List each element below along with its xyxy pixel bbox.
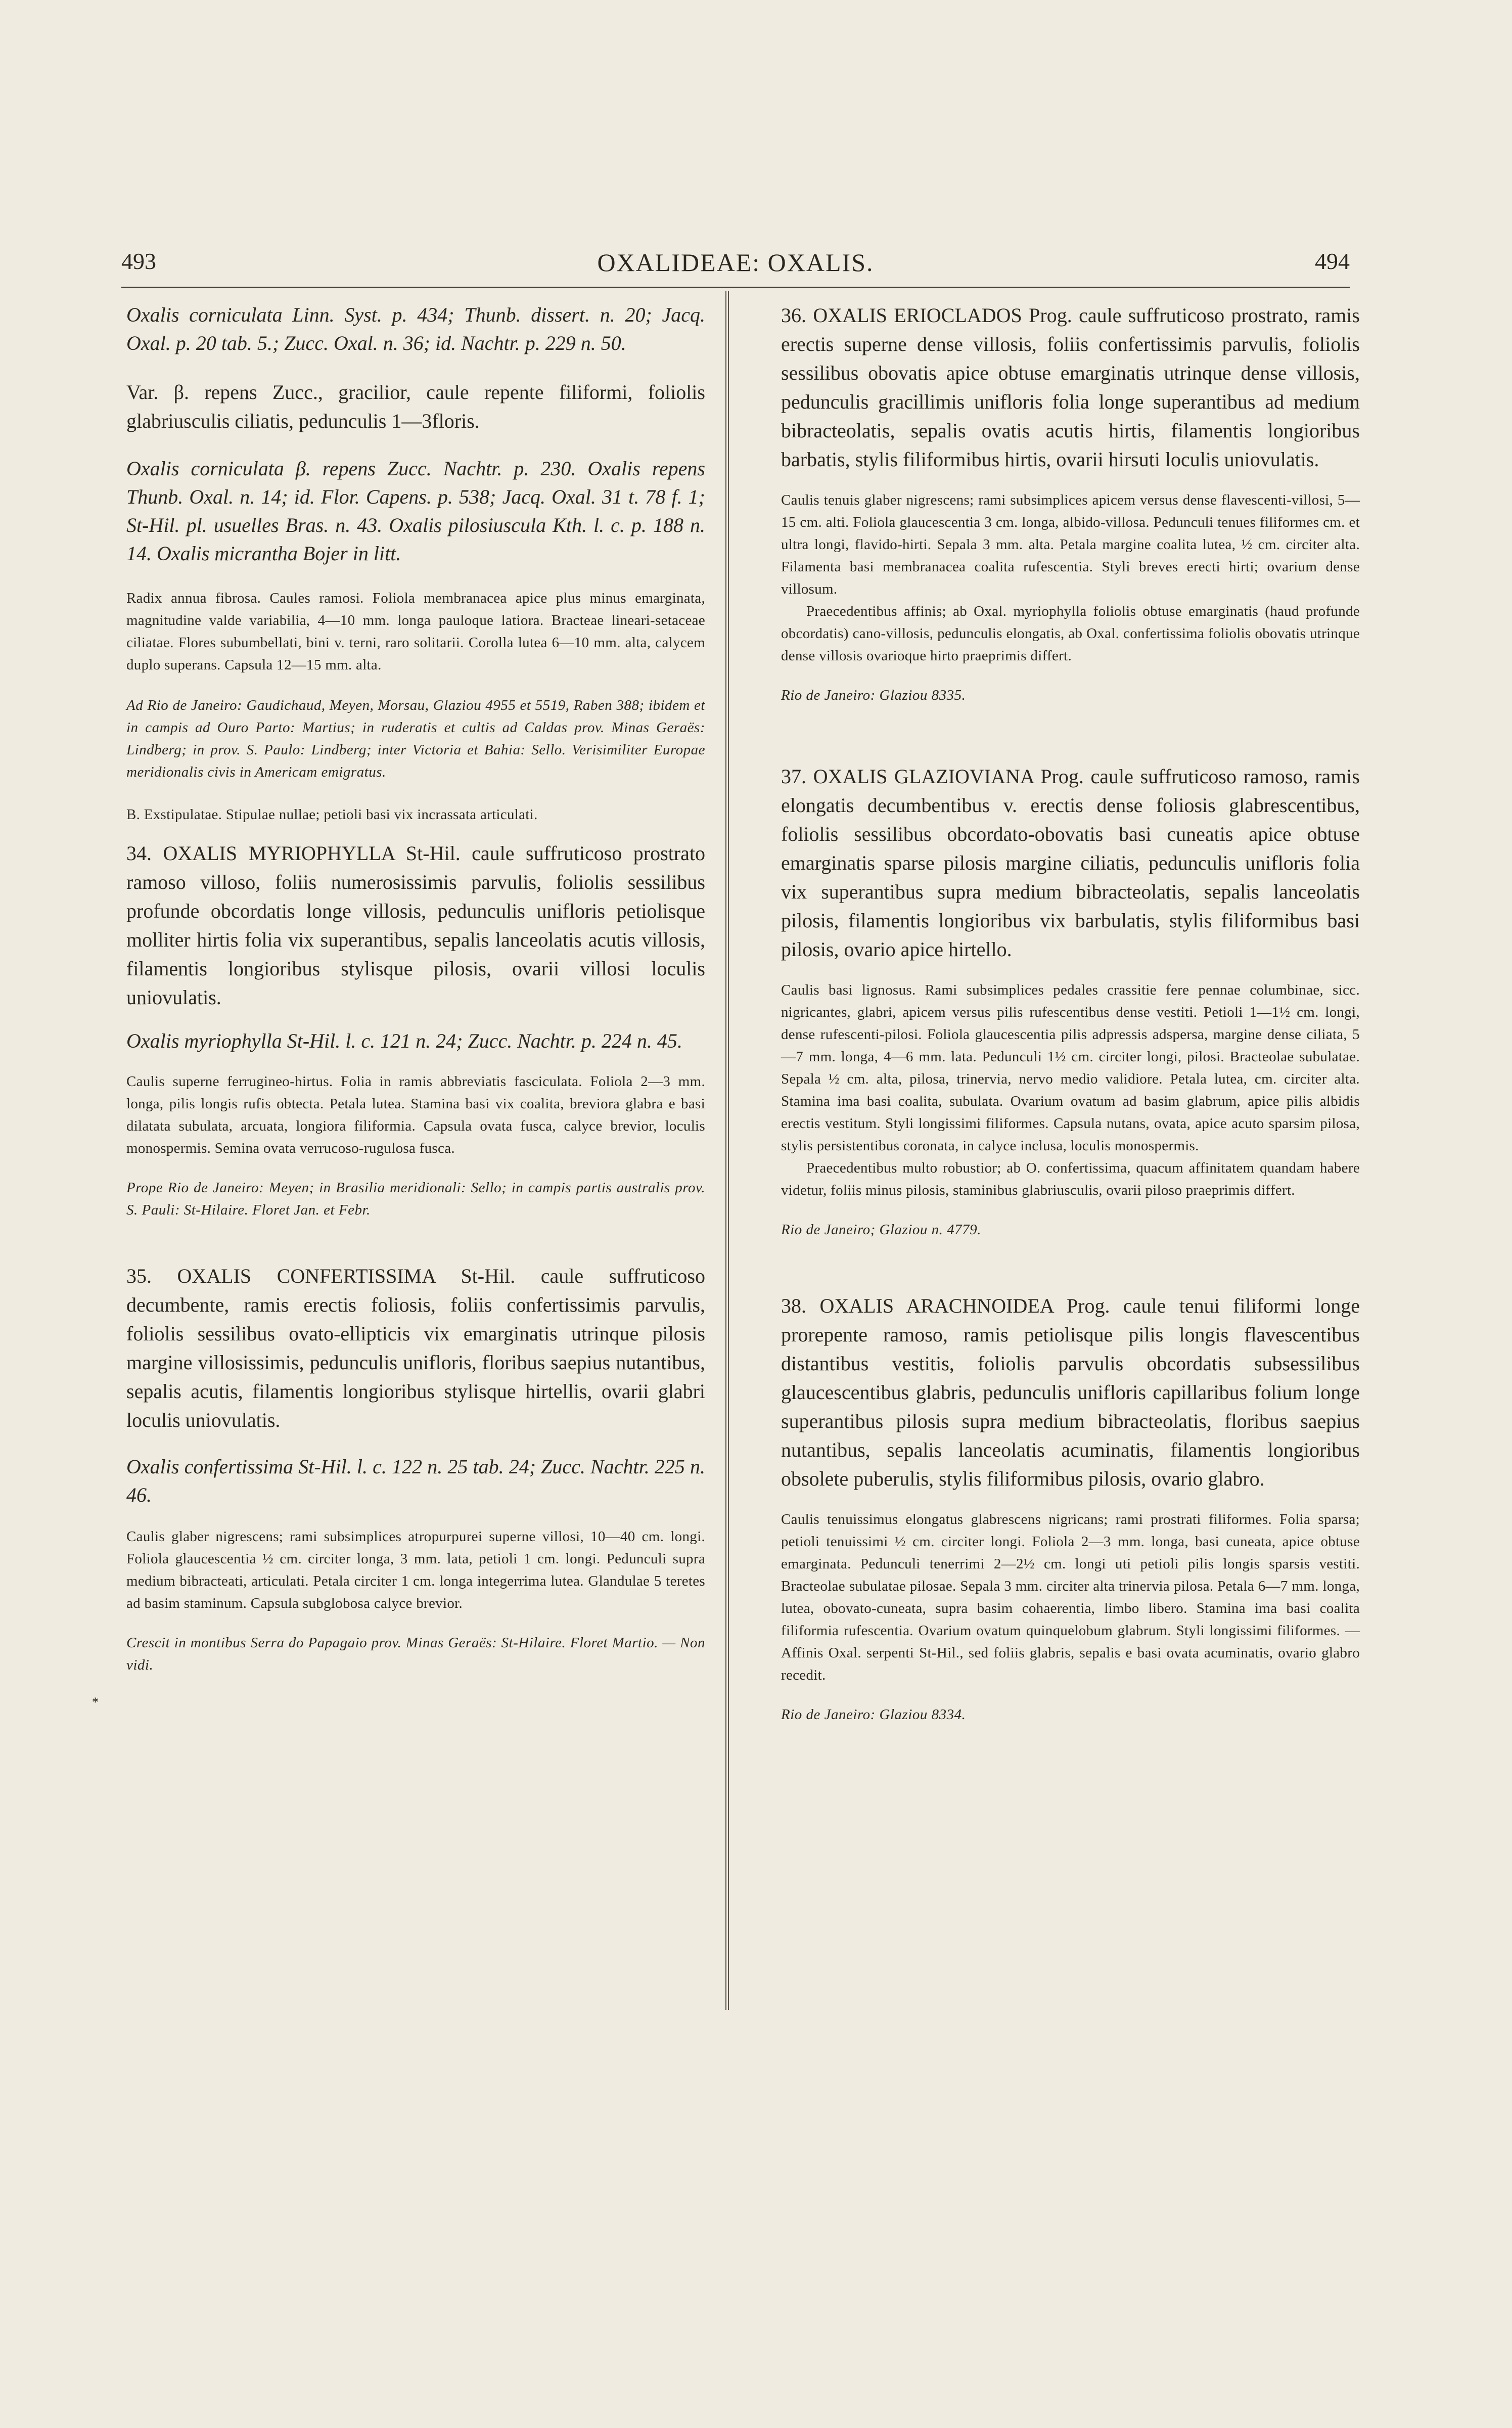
locality-paragraph: Prope Rio de Janeiro: Meyen; in Brasilia meridionali: Sello; in campis partis australis prov. S. Pauli: St-Hilaire. Floret Jan. et Febr. — [126, 1180, 705, 1218]
description-paragraph: Caulis basi lignosus. Rami subsimplices pedales crassitie fere pennae columbinae, sicc. nigricantes, glabri, apicem versus pilis rufescentibus dense vestiti. Petioli 1—1½ cm. longi, dense rufescenti-pilosi. Foliola glaucescentia pilis adpressis adspersa, margine dense ciliata, 5—7 mm. longa, 4—6 mm. lata. Pedunculi 1½ cm. circiter longi, pilosi. Bracteolae subulatae. Sepala ½ cm. alta, pilosa, trinervia, nervo medio validiore. Petala lutea, cm. circiter alta. Stamina ima basi coalita, subulata. Ovarium ovatum ad basim glabrum, apice pilis albidis erectis vestitum. Styli longissimi filiformes. Capsula nutans, ovata, apice acuto sparsim pilosa, stylis persistentibus coronata, in calyce inclusa, loculis monospermis. — [781, 982, 1360, 1154]
synonym-block: Oxalis corniculata Linn. Syst. p. 434; Thunb. dissert. n. 20; Jacq. Oxal. p. 20 tab. 5.; Zucc. Oxal. n. 36; id. Nachtr. p. 229 n. 50. — [126, 303, 705, 354]
left-column — [126, 301, 705, 1676]
species-diagnosis: 34. OXALIS MYRIOPHYLLA St-Hil. caule suffruticoso prostrato ramoso villoso, foliis numerosissimis parvulis, foliolis sessilibus profunde obcordatis longe villosis, pedunculis unifloris petiolisque molliter hirtis folia vix superantibus, sepalis lanceolatis acutis villosis, filamentis longioribus stylisque pilosis, ovarii villosi loculis uniovulatis. — [126, 842, 705, 1009]
variety-diagnosis: Var. β. repens Zucc., gracilior, caule repente filiformi, foliolis glabriusculis ciliatis, pedunculis 1—3floris. — [126, 381, 705, 432]
page-number-right: 494 — [1315, 248, 1350, 274]
locality-paragraph: Rio de Janeiro: Glaziou 8335. — [781, 687, 966, 703]
comparison-paragraph: Praecedentibus affinis; ab Oxal. myriophylla foliolis obtuse emarginatis (haud profunde obcordatis) cano-villosis, pedunculis elongatis, ab Oxal. confertissima foliolis obovatis utrinque dense villosis ovarioque hirto praeprimis differt. — [781, 603, 1360, 664]
synonym-block: Oxalis confertissima St-Hil. l. c. 122 n. 25 tab. 24; Zucc. Nachtr. 225 n. 46. — [126, 1455, 705, 1506]
locality-paragraph: Rio de Janeiro; Glaziou n. 4779. — [781, 1222, 981, 1238]
locality-paragraph: Crescit in montibus Serra do Papagaio prov. Minas Geraës: St-Hilaire. Floret Martio. — Non vidi. — [126, 1635, 705, 1673]
description-paragraph: Radix annua fibrosa. Caules ramosi. Foliola membranacea apice plus minus emarginata, magnitudine valde variabilia, 4—10 mm. longa pauloque latiora. Bracteae lineari-setaceae ciliatae. Flores subumbellati, bini v. terni, raro solitarii. Corolla lutea 6—10 mm. alta, calycem duplo superans. Capsula 12—15 mm. alta. — [126, 590, 705, 673]
synonym-block: Oxalis corniculata β. repens Zucc. Nachtr. p. 230. Oxalis repens Thunb. Oxal. n. 14; id. Flor. Capens. p. 538; Jacq. Oxal. 31 t. 78 f. 1; St-Hil. pl. usuelles Bras. n. 43. Oxalis pilosiuscula Kth. l. c. p. 188 n. 14. Oxalis micrantha Bojer in litt. — [126, 457, 705, 565]
page-number-left: 493 — [121, 248, 156, 274]
header-rule — [121, 287, 1350, 288]
description-paragraph: Caulis tenuissimus elongatus glabrescens nigricans; rami prostrati filiformes. Folia sparsa; petioli tenuissimi ½ cm. circiter longi. Foliola 2—3 mm. longa, basi cuneata, apice obtuse emarginata. Pedunculi tenerrimi 2—2½ cm. longi uti petioli pilis longis sparsis vestiti. Bracteolae subulatae pilosae. Sepala 3 mm. circiter alta trinervia pilosa. Petala 6—7 mm. longa, lutea, obovato-cuneata, supra basim cohaerentia, limbo libero. Stamina ima basi coalita filiformia rufescentia. Ovarium ovatum quinquelobum glabrum. Styli longissimi filiformes. — Affinis Oxal. serpenti St-Hil., sed foliis glabris, sepalis e basi ovata acuminatis, ovario glabro recedit. — [781, 1511, 1360, 1683]
comparison-paragraph: Praecedentibus multo robustior; ab O. confertissima, quacum affinitatem quandam habere videtur, foliis minus pilosis, staminibus glabriusculis, ovarii piloso praeprimis differt. — [781, 1160, 1360, 1198]
species-diagnosis: 35. OXALIS CONFERTISSIMA St-Hil. caule suffruticoso decumbente, ramis erectis foliosis, foliis confertissimis parvulis, foliolis sessilibus ovato-ellipticis vix emarginatis utrinque pilosis margine villosissimis, pedunculis unifloris, floribus saepius nutantibus, sepalis acutis, filamentis longioribus stylisque hirtellis, ovarii glabri loculis uniovulatis. — [126, 1265, 705, 1431]
locality-paragraph: Ad Rio de Janeiro: Gaudichaud, Meyen, Morsau, Glaziou 4955 et 5519, Raben 388; ibidem et in campis ad Ouro Parto: Martius; in ruderatis et cultis ad Caldas prov. Minas Geraës: Lindberg; in prov. S. Paulo: Lindberg; inter Victoria et Bahia: Sello. Verisimiliter Europae meridionalis civis in Americam emigratus. — [126, 697, 705, 780]
description-paragraph: Caulis glaber nigrescens; rami subsimplices atropurpurei superne villosi, 10—40 cm. longi. Foliola glaucescentia ½ cm. circiter longa, 3 mm. lata, petioli 1 cm. longi. Pedunculi supra medium bibracteati, articulati. Petala circiter 1 cm. longa integerrima lutea. Glandulae 5 teretes ad basim staminum. Capsula subglobosa calyce brevior. — [126, 1528, 705, 1611]
section-heading: B. Exstipulatae. Stipulae nullae; petioli basi vix incrassata articulati. — [126, 806, 538, 823]
right-column — [781, 301, 1360, 1726]
description-paragraph: Caulis superne ferrugineo-hirtus. Folia in ramis abbreviatis fasciculata. Foliola 2—3 mm. longa, pilis longis rufis obtecta. Petala lutea. Stamina basi vix coalita, breviora glabra e basi dilatata subulata, arcuata, longiora filiformia. Capsula ovata fusca, calyce brevior, loculis monospermis. Semina ovata verrucoso-rugulosa fusca. — [126, 1073, 705, 1156]
page-header — [121, 248, 1350, 283]
locality-paragraph: Rio de Janeiro: Glaziou 8334. — [781, 1706, 966, 1723]
species-diagnosis: 38. OXALIS ARACHNOIDEA Prog. caule tenui filiformi longe prorepente ramoso, ramis petiolisque pilis longis flavescentibus distantibus vestitis, foliolis parvulis obcordatis subsessilibus glaucescentibus glabris, pedunculis unifloris capillaribus folium longe superantibus pilosis supra medium bibracteolatis, floribus saepius nutantibus, sepalis lanceolatis acuminatis, filamentis longioribus obsolete puberulis, stylis filiformibus pilosis, ovario glabro. — [781, 1294, 1360, 1490]
margin-mark: * — [92, 1695, 99, 1710]
column-divider — [725, 291, 729, 2010]
species-diagnosis: 36. OXALIS ERIOCLADOS Prog. caule suffruticoso prostrato, ramis erectis superne dense villosis, foliis confertissimis parvulis, foliolis sessilibus obovatis apice obtuse emarginatis utrinque dense villosis, pedunculis gracillimis unifloris folia longe superantibus ad medium bibracteolatis, sepalis ovatis acutis hirtis, filamentis longioribus barbatis, stylis filiformibus hirtis, ovarii hirsuti loculis uniovulatis. — [781, 304, 1360, 471]
species-diagnosis: 37. OXALIS GLAZIOVIANA Prog. caule suffruticoso ramoso, ramis elongatis decumbentibus v. erectis dense foliosis glabrescentibus, foliolis sessilibus obcordato-obovatis basi cuneatis apice obtuse emarginatis sparse pilosis margine ciliatis, pedunculis unifloris folia vix superantibus supra medium bibracteolatis, sepalis lanceolatis pilosis, filamentis longioribus vix barbulatis, stylis filiformibus basi pilosis, ovario apice hirtello. — [781, 765, 1360, 961]
running-title: OXALIDEAE: OXALIS. — [597, 248, 874, 277]
description-paragraph: Caulis tenuis glaber nigrescens; rami subsimplices apicem versus dense flavescenti-villosi, 5—15 cm. alti. Foliola glaucescentia 3 cm. longa, albido-villosa. Pedunculi tenues filiformes cm. et ultra longi, flavido-hirti. Sepala 3 mm. alta. Petala margine coalita lutea, ½ cm. circiter alta. Filamenta basi membranacea coalita rufescentia. Styli breves erecti hirti; ovarium dense villosum. — [781, 492, 1360, 597]
synonym-block: Oxalis myriophylla St-Hil. l. c. 121 n. 24; Zucc. Nachtr. p. 224 n. 45. — [126, 1029, 682, 1052]
